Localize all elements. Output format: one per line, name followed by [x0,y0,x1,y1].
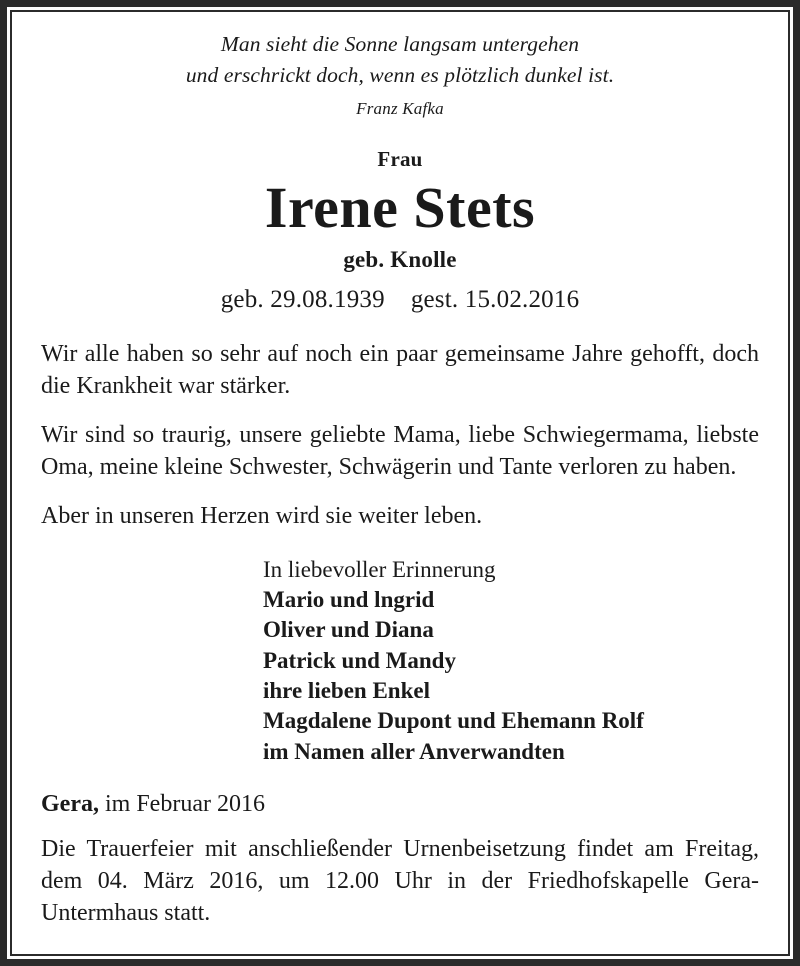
quote-block [33,29,767,121]
family-name: ihre lieben Enkel [263,678,430,704]
birth-date: geb. 29.08.1939 [220,286,385,314]
deceased-name: Irene Stets [264,175,536,241]
paragraph: Wir sind so traurig, unsere geliebte Mama, liebe Schwiegermama, liebste Oma, meine kleine Schwester, Schwägerin und Tante verloren zu haben. [41,421,759,480]
quote-line-2: und erschrickt doch, wenn es plötzlich dunkel ist. [185,62,615,87]
notice-date: im Februar 2016 [104,791,265,818]
family-name: Oliver und Diana [263,617,434,643]
death-date: gest. 15.02.2016 [410,286,580,314]
quote-line-1: Man sieht die Sonne langsam untergehen [220,32,580,56]
maiden-name: geb. Knolle [343,247,457,273]
notice-content [7,7,793,959]
family-name: Magdalene Dupont und Ehemann Rolf [263,708,644,734]
life-dates [33,286,767,314]
family-name: Patrick und Mandy [263,647,456,673]
family-block [33,555,767,768]
city-name: Gera, [41,791,99,818]
place-and-date [33,791,767,818]
quote-author: Franz Kafka [356,99,444,119]
family-intro: In liebevoller Erinnerung [263,556,496,582]
paragraph: Wir alle haben so sehr auf noch ein paar gemeinsame Jahre gehofft, doch die Krankheit war stärker. [41,341,759,399]
paragraph: Aber in unseren Herzen wird sie weiter leben. [41,502,483,529]
body-text [33,339,767,533]
family-name: im Namen aller Anverwandten [263,738,565,764]
ceremony-details: Die Trauerfeier mit anschließender Urnenbeisetzung findet am Freitag, dem 04. März 2016, um 12.00 Uhr in der Friedhofskapelle Gera-Untermhaus statt. [41,836,759,926]
family-name: Mario und lngrid [263,586,435,612]
salutation: Frau [377,147,423,172]
